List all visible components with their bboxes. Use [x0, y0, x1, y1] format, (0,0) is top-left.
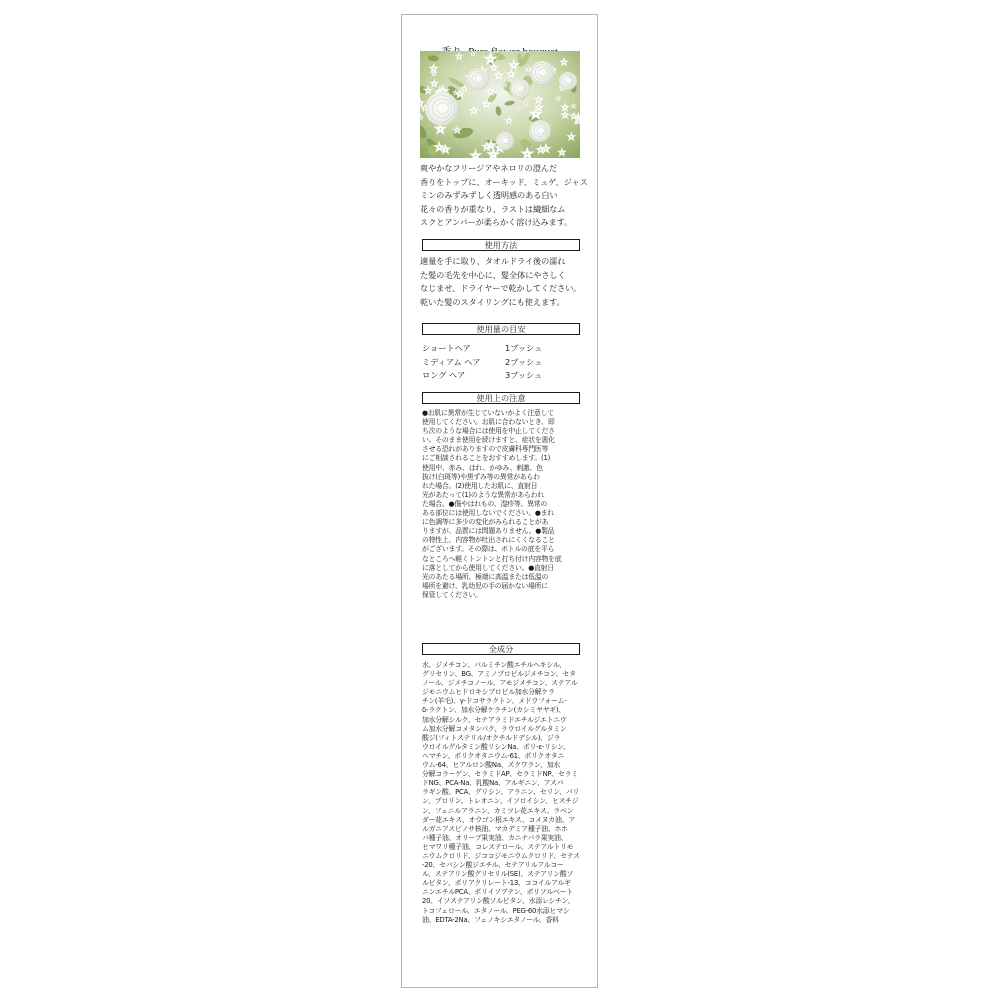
ingredients-heading: 全成分 [422, 643, 580, 655]
ingredient-line: 水、ジメチコン、パルミチン酸エチルヘキシル、 [422, 661, 566, 669]
ingredient-line: 油、EDTA-2Na、フェノキシエタノール、香料 [422, 915, 559, 924]
ingredient-line: チン(羊毛)、γ-ドコサラクトン、メドウフォーム- [422, 697, 567, 706]
ingredient-line: トコフェロール、エタノール、PEG-60水添ヒマシ [422, 906, 570, 915]
caution-line: 使用してください。お肌に合わないとき、即 [422, 418, 555, 427]
push-count: 1プッシュ [505, 343, 543, 353]
amount-row [422, 356, 582, 370]
caution-line: 抜け(白斑等)や黒ずみ等の異常があらわ [422, 472, 540, 481]
ingredient-line: ラギン酸、PCA、グリシン、アラニン、セリン、バリ [422, 788, 580, 797]
ingredient-line: ルガニアスピノサ核油、マカデミア種子油、ホホ [422, 824, 568, 833]
ingredient-line: 20、イソステアリン酸ソルビタン、水添レシチン、 [422, 897, 575, 906]
description-line: 爽やかなフリージアやネロリの澄んだ [420, 163, 557, 173]
amount-table [422, 342, 582, 383]
usage-text [420, 255, 582, 309]
caution-line: 光があたって(1)のような異常があらわれ [422, 490, 544, 499]
caution-line: ある部位には使用しないでください。●まれ [422, 509, 554, 518]
description-line: スクとアンバーが柔らかく溶け込みます。 [420, 217, 573, 228]
ingredient-line: ダー花エキス、オウゴン根エキス、コメヌカ油、ア [422, 815, 575, 824]
caution-line: れた場合。(2)使用したお肌に、直射日 [422, 481, 538, 490]
caution-line: がございます。その際は、ボトルの底を平ら [422, 545, 555, 554]
caution-line: りますが、品質には問題ありません。●製品 [422, 527, 555, 536]
caution-line: い。そのまま使用を続けますと、症状を悪化 [422, 436, 555, 445]
amount-row [422, 342, 582, 356]
ingredient-line: ジモニウムヒドロキシプロピル加水分解ケラ [422, 688, 555, 697]
ingredient-line: ウロイルグルタミン酸リシンNa、ポリ-ε-リシン、 [422, 742, 570, 751]
ingredient-line: ドNG、PCA-Na、乳酸Na、アルギニン、アスパ [422, 779, 564, 788]
ingredient-line: グリセリン、BG、アミノプロピルジメチコン、セタ [422, 670, 576, 679]
caution-line: 光のあたる場所、極端に高温または低温の [422, 572, 549, 581]
caution-line: の特性上、内容物が吐出されにくくなること [422, 536, 555, 545]
usage-line: た髪の毛先を中心に、髪全体にやさしく [420, 269, 566, 280]
caution-heading: 使用上の注意 [422, 392, 580, 404]
hair-length: ミディアム ヘア [422, 356, 481, 367]
caution-line: 保管してください。 [422, 590, 482, 599]
usage-line: 適量を手に取り、タオルドライ後の濡れ [420, 256, 566, 266]
fragrance-description [420, 162, 588, 230]
usage-line: 乾いた髪のスタイリングにも使えます。 [420, 296, 565, 307]
push-count: 3プッシュ [505, 370, 543, 380]
ingredient-line: 酸ジ(フィトステリル/オクチルドデシル)、ジラ [422, 733, 561, 742]
caution-line: ●お肌に異常が生じていないかよく注意して [422, 409, 554, 417]
description-line: 香りをトップに、オーキッド、ミュゲ、ジャス [420, 176, 588, 187]
ingredient-line: ノール、ジメチコノール、アモジメチコン、ステアル [422, 679, 578, 688]
ingredient-line: ヒマワリ種子油、コレステロール、ステアルトリモ [422, 842, 574, 851]
caution-line: 場所を避け、乳幼児の手の届かない場所に [422, 581, 548, 590]
caution-line: にご相談されることをおすすめします。(1) [422, 454, 551, 463]
ingredient-line: ム加水分解コメタンパク、ラウロイルグルタミン [422, 724, 567, 733]
caution-line: 使用中、赤み、はれ、かゆみ、刺激、色 [422, 463, 543, 472]
ingredient-line: ルビタン、ポリアクリレート-13、ココイルアルギ [422, 879, 571, 888]
description-line: ミンのみずみずしく透明感のある白い [420, 190, 558, 201]
description-line: 花々の香りが重なり、ラストは繊細なム [420, 203, 566, 214]
hair-length: ロング ヘア [422, 370, 466, 380]
caution-text [422, 409, 582, 600]
amount-heading: 使用量の目安 [422, 323, 580, 335]
product-info-panel [401, 14, 598, 988]
ingredient-line: ニウムクロリド、ジココジモニウムクロリド、セテス [422, 851, 580, 860]
usage-line: なじませ、ドライヤーで乾かしてください。 [420, 283, 582, 294]
ingredient-line: ル、ステアリン酸グリセリル(SE)、ステアリン酸ソ [422, 870, 574, 879]
ingredient-line: ニンエチルPCA、ポリイソブテン、ポリソルベート [422, 888, 573, 897]
hair-length: ショートヘア [422, 343, 471, 353]
caution-line: に色調等に多少の変化がみられることがあ [422, 518, 549, 527]
caution-line: た場合。●傷やはれもの、湿疹等、異常の [422, 499, 548, 508]
caution-line: に落としてから使用してください。●直射日 [422, 563, 554, 572]
ingredient-line: ン、プロリン、トレオニン、イソロイシン、ヒスチジ [422, 797, 579, 806]
caution-line: させる恐れがありますので皮膚科専門医等 [422, 445, 549, 454]
ingredients-text [422, 661, 582, 925]
ingredient-line: ヘマチン、ポリクオタニウム-61、ポリクオタニ [422, 751, 565, 760]
caution-line: なところへ軽くトントンと打ち付け内容物を底 [422, 554, 562, 563]
push-count: 2プッシュ [505, 356, 543, 367]
caution-line: ち次のような場合には使用を中止してくださ [422, 427, 555, 436]
white-flowers-photo [420, 51, 580, 158]
ingredient-line: 分解コラーゲン、セラミドAP、セラミドNP、セラミ [422, 770, 578, 779]
ingredient-line: 加水分解シルク、セテアラミドエチルジエトニウ [422, 715, 567, 724]
ingredient-line: ウム-64、ヒアルロン酸Na、スクワラン、加水 [422, 761, 561, 770]
ingredient-line: δ-ラクトン、加水分解ケラチン(カシミヤヤギ)、 [422, 706, 565, 715]
flower-bouquet-image [420, 51, 580, 158]
amount-row [422, 369, 582, 383]
ingredient-line: -20、セバシン酸ジエチル、セテアリルアルコー [422, 861, 564, 870]
ingredient-line: ン、フェニルアラニン、カミツレ花エキス、ラベン [422, 806, 574, 815]
usage-heading: 使用方法 [422, 239, 580, 251]
ingredient-line: バ種子油、オリーブ果実油、カニナバラ果実油、 [422, 833, 568, 842]
